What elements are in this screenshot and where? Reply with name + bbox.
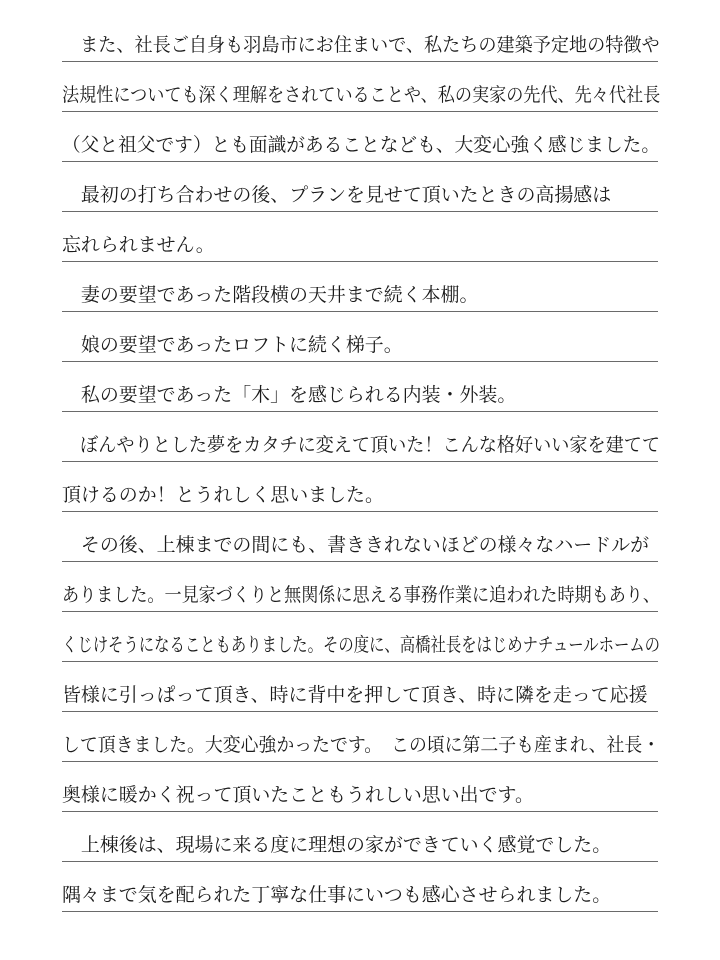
ruled-line xyxy=(62,411,658,412)
letter-line: 娘の要望であったロフトに続く梯子。 xyxy=(62,334,403,356)
letter-line: 忘れられません。 xyxy=(62,234,215,256)
ruled-line xyxy=(62,911,658,912)
ruled-line xyxy=(62,261,658,262)
ruled-line xyxy=(62,611,658,612)
ruled-line xyxy=(62,711,658,712)
ruled-line xyxy=(62,161,658,162)
letter-line: 妻の要望であった階段横の天井まで続く本棚。 xyxy=(62,284,479,306)
letter-line: 皆様に引っぱって頂き、時に背中を押して頂き、時に隣を走って応援 xyxy=(62,684,648,706)
ruled-line xyxy=(62,361,658,362)
ruled-line xyxy=(62,861,658,862)
ruled-line xyxy=(62,61,658,62)
letter-line: して頂きました。大変心強かったです。 この頃に第二子も産まれ、社長・ xyxy=(62,734,661,756)
ruled-line xyxy=(62,211,658,212)
letter-line: 法規性についても深く理解をされていることや、私の実家の先代、先々代社長 xyxy=(62,84,661,106)
ruled-line xyxy=(62,811,658,812)
ruled-line xyxy=(62,661,658,662)
letter-line: その後、上棟までの間にも、書ききれないほどの様々なハードルが xyxy=(62,534,650,556)
letter-line: （父と祖父です）とも面識があることなども、大変心強く感じました。 xyxy=(62,134,661,156)
letter-line: 隅々まで気を配られた丁寧な仕事にいつも感心させられました。 xyxy=(62,884,612,906)
ruled-line xyxy=(62,311,658,312)
letter-line: 奥様に暖かく祝って頂いたこともうれしい思い出です。 xyxy=(62,784,534,806)
letter-line: 私の要望であった「木」を感じられる内装・外装。 xyxy=(62,384,517,406)
letter-line: また、社長ご自身も羽島市にお住まいで、私たちの建築予定地の特徴や xyxy=(62,34,660,56)
letter-line: ぼんやりとした夢をカタチに変えて頂いた！こんな格好いい家を建てて xyxy=(62,434,660,456)
letter-line: 最初の打ち合わせの後、プランを見せて頂いたときの高揚感は xyxy=(62,184,612,206)
letter-line: 頂けるのか！とうれしく思いました。 xyxy=(62,484,384,506)
letter-line: 上棟後は、現場に来る度に理想の家ができていく感覚でした。 xyxy=(62,834,612,856)
ruled-line xyxy=(62,111,658,112)
ruled-line xyxy=(62,761,658,762)
ruled-line xyxy=(62,461,658,462)
ruled-line xyxy=(62,561,658,562)
letter-line: くじけそうになることもありました。その度に、高橋社長をはじめナチュールホームの xyxy=(62,634,661,656)
letter-line: ありました。一見家づくりと無関係に思える事務作業に追われた時期もあり、 xyxy=(62,584,660,606)
ruled-line xyxy=(62,511,658,512)
